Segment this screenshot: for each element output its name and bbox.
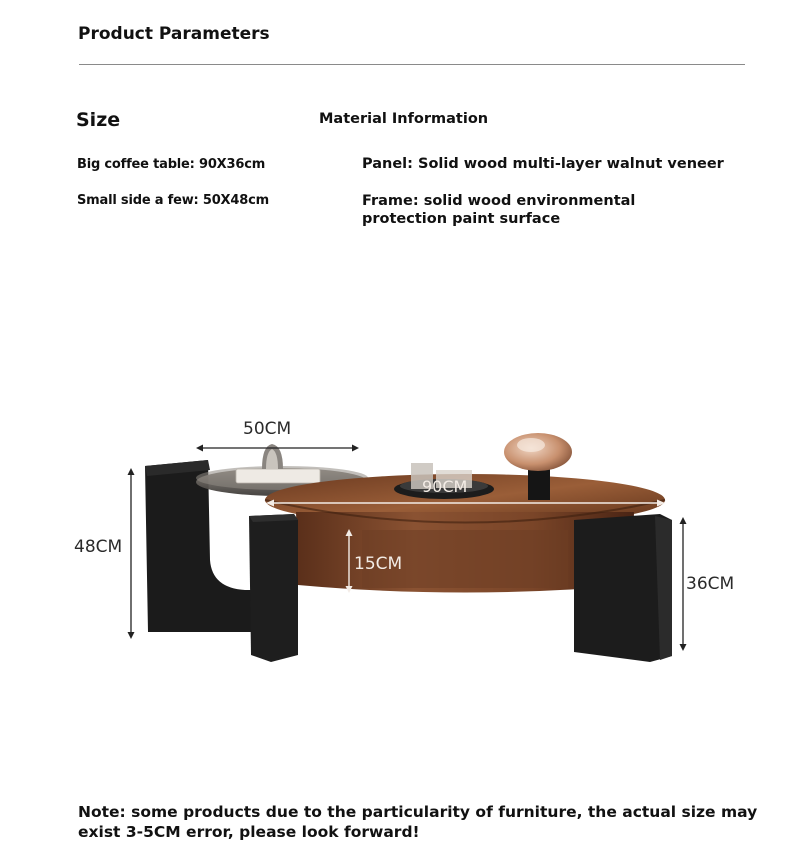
product-dimension-image xyxy=(0,400,805,680)
small-width-label: 50CM xyxy=(243,419,292,439)
small-height-label: 48CM xyxy=(74,537,123,557)
small-table-size: Small side a few: 50X48cm xyxy=(77,193,269,208)
material-panel: Panel: Solid wood multi-layer walnut veneer xyxy=(362,156,724,172)
big-height-label: 36CM xyxy=(686,574,735,594)
big-table-size: Big coffee table: 90X36cm xyxy=(77,157,266,172)
error-note: Note: some products due to the particularity of furniture, the actual size may exist 3-5CM error, please look forward! xyxy=(78,803,758,841)
material-heading: Material Information xyxy=(319,111,489,127)
drawer-height-label: 15CM xyxy=(354,554,403,574)
page-title: Product Parameters xyxy=(78,24,270,44)
big-width-label: 90CM xyxy=(422,477,468,496)
title-divider xyxy=(79,64,745,65)
size-heading: Size xyxy=(76,109,121,131)
material-frame: Frame: solid wood environmental protection paint surface xyxy=(362,193,636,227)
